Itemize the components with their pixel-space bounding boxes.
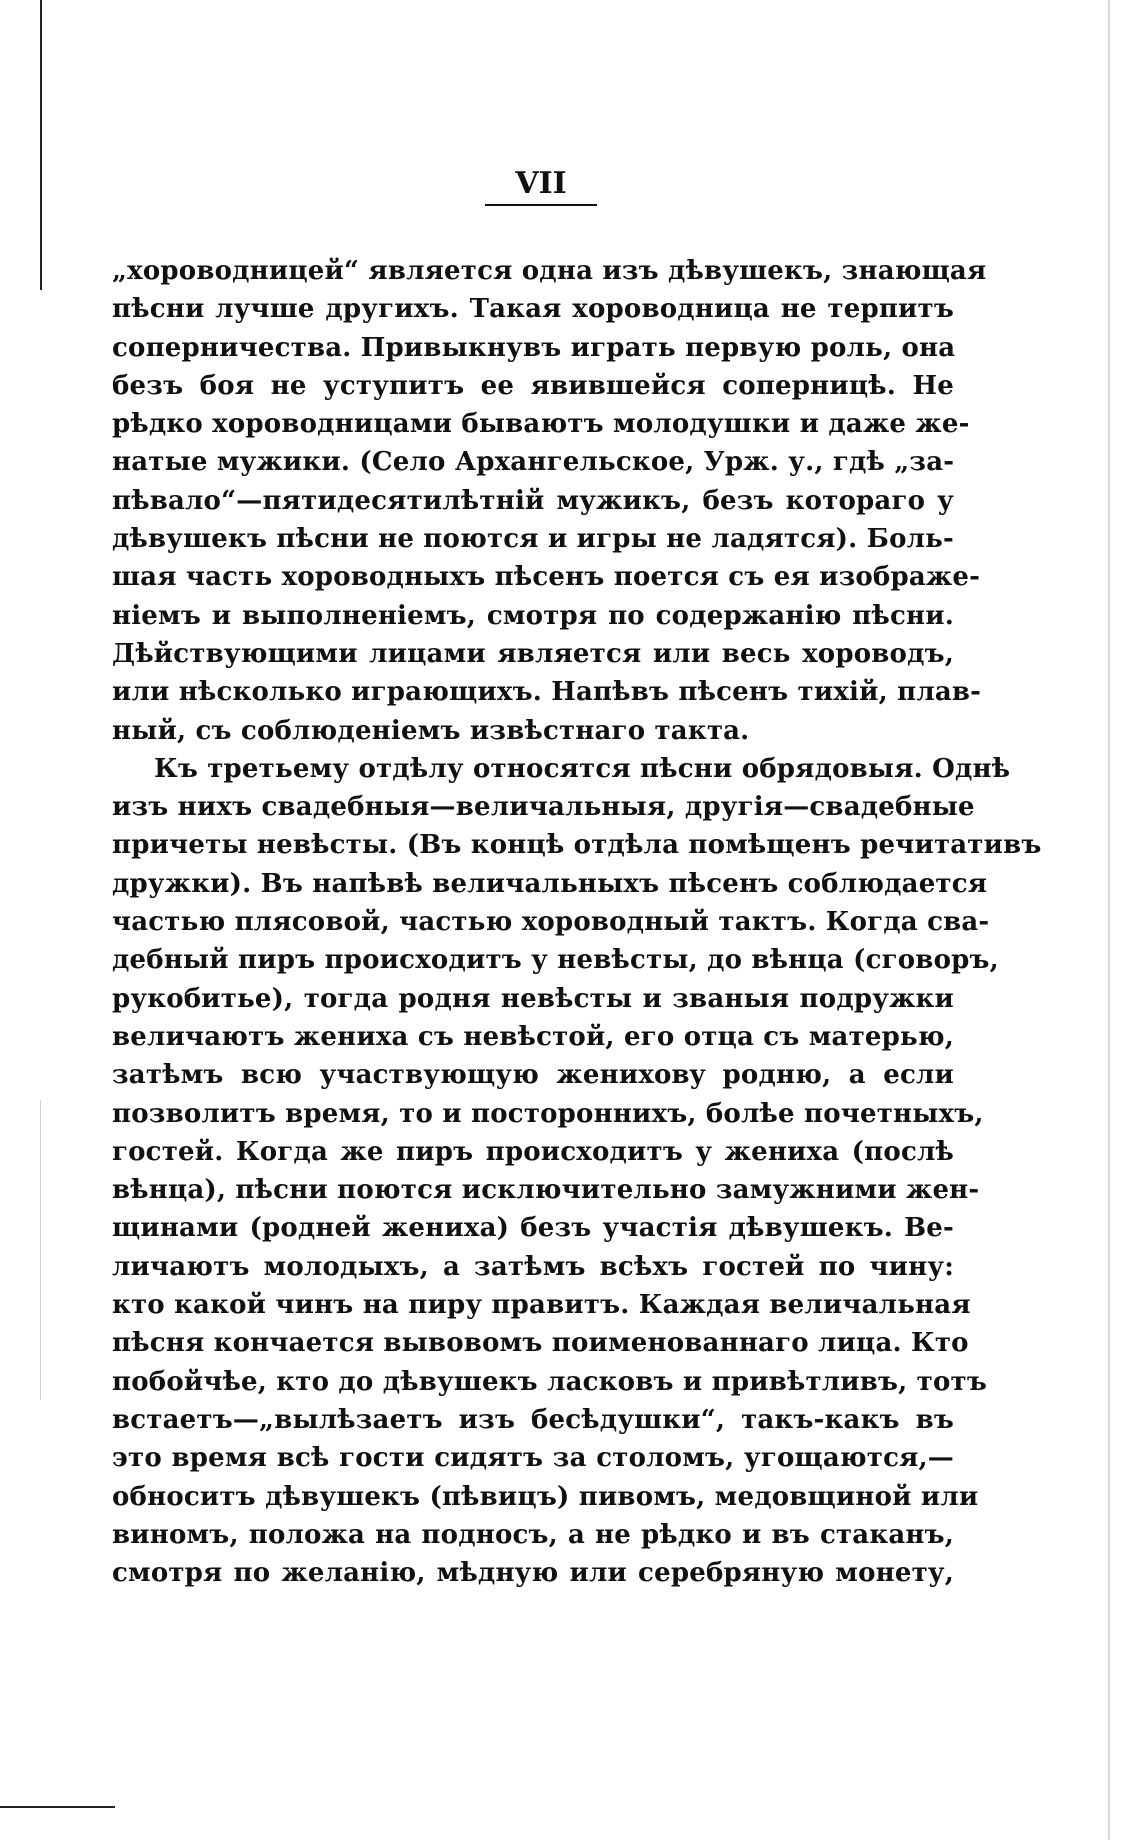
text-line: рѣдко хороводницами бываютъ молодушки и даже же- [112,409,970,440]
text-line: безъ боя не уступитъ ее явившейся соперницѣ. Не [112,370,954,401]
text-line: дебный пиръ происходитъ у невѣсты, до вѣнца (сговоръ, [112,945,999,976]
text-line: „хороводницей“ является одна изъ дѣвушекъ, знающая [112,256,987,286]
text-line: встаетъ—„вылѣзаетъ изъ бесѣдушки“, такъ-какъ въ [112,1404,954,1435]
text-line: обноситъ дѣвушекъ (пѣвицъ) пивомъ, медовщиной или [112,1481,979,1512]
text-line: причеты невѣсты. (Въ концѣ отдѣла помѣщенъ речитативъ [112,830,1042,861]
text-line: шая часть хороводныхъ пѣсенъ поется съ ея изображе- [112,562,981,593]
scan-edge-left-lower [40,1100,41,1400]
text-line: дѣвушекъ пѣсни не поются и игры не ладятся). Боль- [112,524,955,555]
text-line: соперничества. Привыкнувъ играть первую роль, она [112,332,956,363]
scan-edge-bottom [0,1806,115,1808]
text-line: гостей. Когда же пиръ происходитъ у жениха (послѣ [112,1136,954,1167]
text-line: частью плясовой, частью хороводный тактъ. Когда сва- [112,907,990,938]
text-line: кто какой чинъ на пиру правитъ. Каждая величальная [112,1290,971,1321]
text-line: пѣсня кончается вывовомъ поименованнаго лица. Кто [112,1328,969,1359]
text-line: изъ нихъ свадебныя—величальныя, другія—свадебные [112,792,975,823]
text-line: смотря по желанію, мѣдную или серебряную монету, [112,1558,954,1589]
text-line: позволитъ время, то и постороннихъ, болѣе почетныхъ, [112,1098,984,1129]
text-line: ніемъ и выполненіемъ, смотря по содержанію пѣсни. [112,600,954,631]
text-line: вѣнца), пѣсни поются исключительно замужними жен- [112,1175,980,1206]
text-line: виномъ, положа на подносъ, а не рѣдко и въ стаканъ, [112,1519,954,1550]
text-line: рукобитье), тогда родня невѣсты и званыя подружки [112,983,954,1014]
scan-edge-right [1108,0,1110,1840]
scan-edge-left [40,0,42,290]
body-text [112,252,1042,1592]
text-line: дружки). Въ напѣвѣ величальныхъ пѣсенъ соблюдается [112,868,988,899]
paragraph-end-line: ный, съ соблюденіемъ извѣстнаго такта. [112,715,750,746]
text-line: или нѣсколько играющихъ. Напѣвъ пѣсенъ тихій, плав- [112,677,982,708]
text-line: личаютъ молодыхъ, а затѣмъ всѣхъ гостей по чину: [112,1251,954,1282]
text-line: натые мужики. (Село Архангельское, Урж. у., гдѣ „за- [112,447,955,478]
text-line: затѣмъ всю участвующую жениховy родню, а если [112,1060,954,1091]
text-line: это время всѣ гости сидятъ за столомъ, угощаются,— [112,1443,954,1474]
text-line: величаютъ жениха съ невѣстой, его отца съ матерью, [112,1021,954,1052]
text-line: щинами (родней жениха) безъ участія дѣвушекъ. Be- [112,1213,954,1244]
text-line: Дѣйствующими лицами является или весь хороводъ, [112,638,954,669]
text-line: пѣсни лучше другихъ. Такая хороводница не терпитъ [112,294,954,325]
paragraph-start-line: Къ третьему отдѣлу относятся пѣсни обрядовыя. Однѣ [154,753,1011,784]
text-line: пѣвало“—пятидесятилѣтній мужикъ, безъ котораго у [112,485,954,516]
text-line: побойчѣе, кто до дѣвушекъ ласковъ и привѣтливъ, тотъ [112,1366,987,1397]
page-number: VII [485,168,597,206]
